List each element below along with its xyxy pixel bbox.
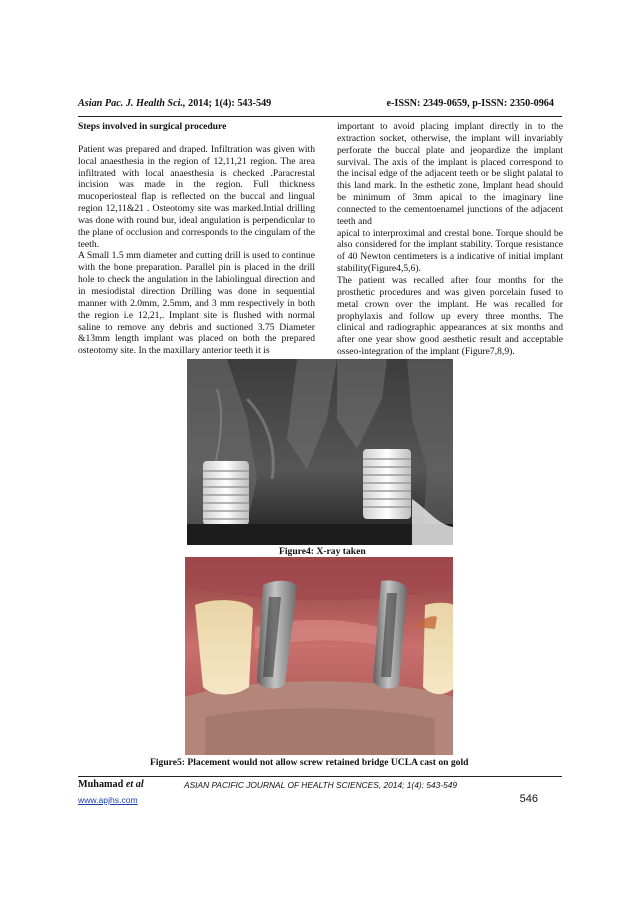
footer-rule	[78, 776, 562, 777]
header-journal-volume: 2014; 1(4): 543-549	[185, 98, 272, 109]
header-rule	[78, 116, 562, 117]
section-title: Steps involved in surgical procedure	[78, 121, 227, 132]
right-column	[337, 121, 563, 358]
footer-website-link[interactable]: www.apjhs.com	[78, 795, 138, 805]
right-paragraph-1: important to avoid placing implant directly in to the extraction socket, otherwise, the implant will invariably perforate the buccal plate and jeopardize the implant survival. The axis of the implant is placed correspond to the incisal edge of the adjacent teeth or be slight palatal to this land mark. In the esthetic zone, Implant head should be minimum of 3mm apical to the imaginary line connected to the cementoenamel junctions of the adjacent teeth and	[337, 121, 563, 227]
footer-journal: ASIAN PACIFIC JOURNAL OF HEALTH SCIENCES, 2014; 1(4): 543-549	[184, 780, 458, 790]
left-implant-shape	[203, 461, 249, 525]
left-paragraph-2: A Small 1.5 mm diameter and cutting drill is used to continue with the bone preparation. Parallel pin is placed in the drill hole to check the angulation in the labiolingual direction and in mesiodistal direction Drilling was done in sequential manner with 2.0mm, 2.5mm, and 3 mm respectively in both the region i.e 12,21,. Implant site is flushed with normal saline to remove any debris and suctioned 3.75 Diameter &13mm length implant was placed on both the prepared osteotomy site. In the maxillary anterior teeth it is	[78, 250, 315, 357]
footer-author-etal: et al	[125, 779, 144, 790]
footer-author	[78, 779, 144, 790]
figure-5-clinical-photo	[185, 557, 453, 755]
right-paragraph-2: apical to interproximal and crestal bone. Torque should be also considered for the implant stability. Torque resistance of 40 Newton centimeters is a indicative of initial implant stability(Figure4,5,6).	[337, 227, 563, 275]
page-number: 546	[519, 793, 538, 805]
right-implant-shape	[363, 449, 411, 519]
left-paragraph-1: Patient was prepared and draped. Infiltration was given with local anaesthesia in the region of 12,11,21 region. The area infiltrated with local anaesthesia is checked .Paracrestal incision was made in the region. Full thickness mucoperiosteal flap is reflected on the buccal and lingual region 12,11&21 . Osteotomy site was marked.Intial drilling was done with round bur, ideal angulation is perpendicular to the plane of occlusion and corresponds to the cingulam of the teeth.	[78, 143, 315, 250]
figure-5-caption: Figure5: Placement would not allow screw retained bridge UCLA cast on gold	[150, 757, 469, 768]
xray-illustration	[187, 359, 453, 545]
clinical-photo-illustration	[185, 557, 453, 755]
figure-4-xray-image	[187, 359, 453, 545]
header-issn: e-ISSN: 2349-0659, p-ISSN: 2350-0964	[386, 98, 554, 109]
footer-author-name: Muhamad	[78, 779, 126, 790]
left-column	[78, 121, 315, 357]
right-paragraph-3: The patient was recalled after four months for the prosthetic procedures and was given porcelain fused to metal crown over the implant. He was recalled for prophylaxis and follow up every three months. The clinical and radiographic appearances at six months and after one year show good aesthetic result and acceptable osseo-integration of the implant (Figure7,8,9).	[337, 274, 563, 358]
header-journal	[78, 98, 271, 109]
running-header	[78, 98, 562, 112]
header-journal-name: Asian Pac. J. Health Sci.,	[78, 98, 186, 109]
figure-4-caption: Figure4: X-ray taken	[279, 546, 366, 557]
